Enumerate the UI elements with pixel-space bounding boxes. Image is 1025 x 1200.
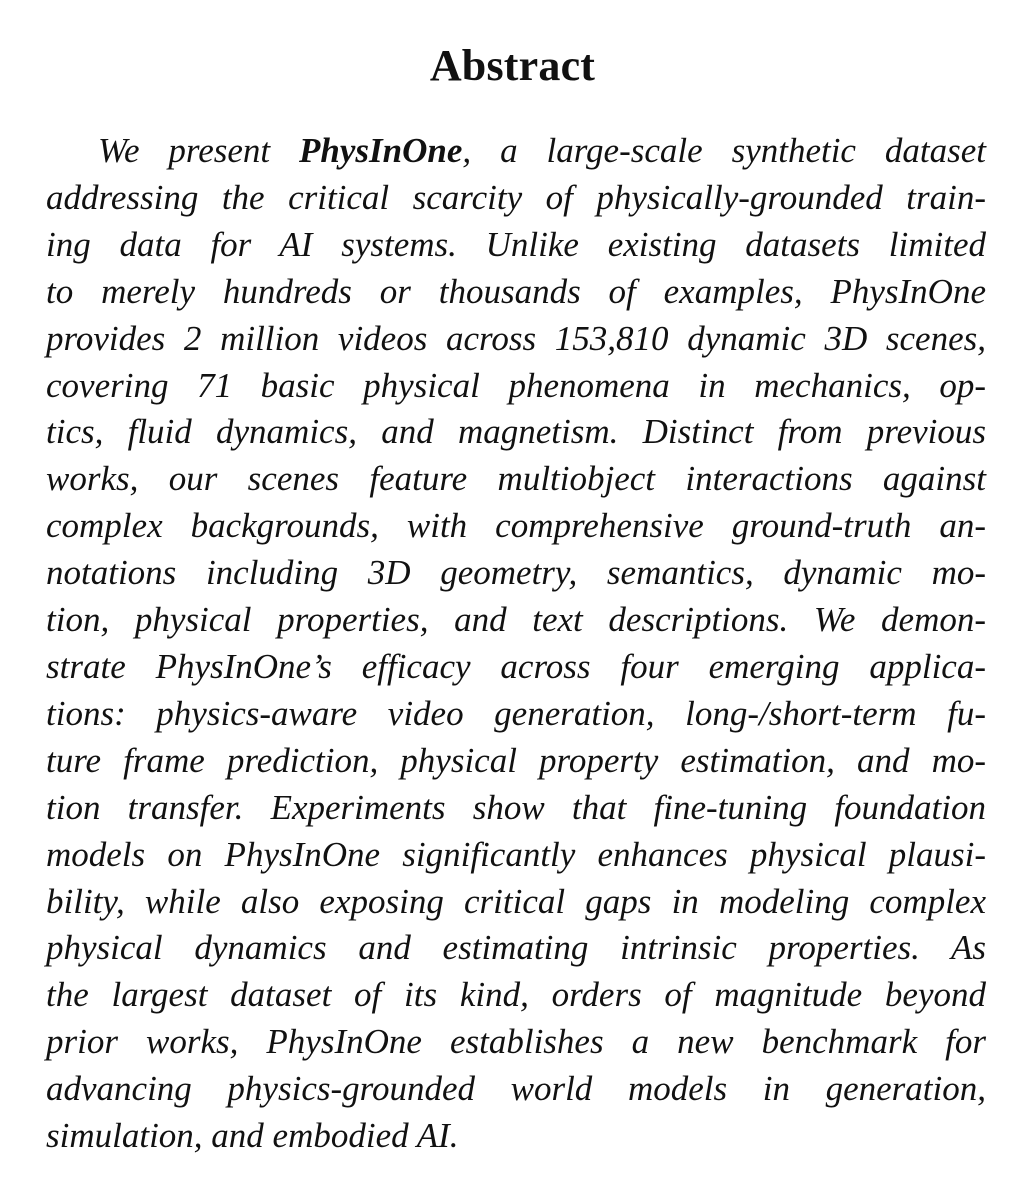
abstract-line: complex backgrounds, with comprehensive ground-truth an- bbox=[46, 506, 986, 546]
abstract-line: physical dynamics and estimating intrinsic properties. As bbox=[46, 928, 986, 968]
abstract-line: simulation, and embodied AI. bbox=[46, 1116, 459, 1156]
abstract-line: strate PhysInOne’s efficacy across four emerging applica- bbox=[46, 646, 986, 686]
abstract-line: tions: physics-aware video generation, long-/short-term fu- bbox=[46, 693, 986, 733]
abstract-line: models on PhysInOne significantly enhances physical plausi- bbox=[46, 834, 986, 874]
abstract-line bbox=[46, 128, 986, 175]
abstract-line: covering 71 basic physical phenomena in mechanics, op- bbox=[46, 365, 986, 405]
abstract-line: the largest dataset of its kind, orders of magnitude beyond bbox=[46, 975, 986, 1015]
abstract-line: tics, fluid dynamics, and magnetism. Distinct from previous bbox=[46, 412, 986, 452]
abstract-line: to merely hundreds or thousands of examples, PhysInOne bbox=[46, 271, 986, 311]
abstract-line: bility, while also exposing critical gaps in modeling complex bbox=[46, 881, 986, 921]
abstract-line: prior works, PhysInOne establishes a new benchmark for bbox=[46, 1022, 986, 1062]
dataset-name: PhysInOne bbox=[299, 131, 463, 170]
abstract-intro: We present bbox=[98, 131, 300, 170]
abstract-body bbox=[46, 128, 986, 1160]
abstract-line: tion, physical properties, and text descriptions. We demon- bbox=[46, 600, 986, 640]
abstract-line: tion transfer. Experiments show that fine-tuning foundation bbox=[46, 787, 986, 827]
abstract-line: addressing the critical scarcity of physically-grounded train- bbox=[46, 177, 986, 217]
abstract-line: provides 2 million videos across 153,810 dynamic 3D scenes, bbox=[46, 318, 986, 358]
abstract-line: notations including 3D geometry, semantics, dynamic mo- bbox=[46, 553, 986, 593]
abstract-line: advancing physics-grounded world models in generation, bbox=[46, 1069, 986, 1109]
abstract-line: ture frame prediction, physical property estimation, and mo- bbox=[46, 740, 986, 780]
abstract-line-text: , a large-scale synthetic dataset bbox=[462, 131, 986, 170]
abstract-line: works, our scenes feature multiobject interactions against bbox=[46, 459, 986, 499]
abstract-heading: Abstract bbox=[429, 41, 596, 90]
abstract-line: ing data for AI systems. Unlike existing datasets limited bbox=[46, 224, 986, 264]
